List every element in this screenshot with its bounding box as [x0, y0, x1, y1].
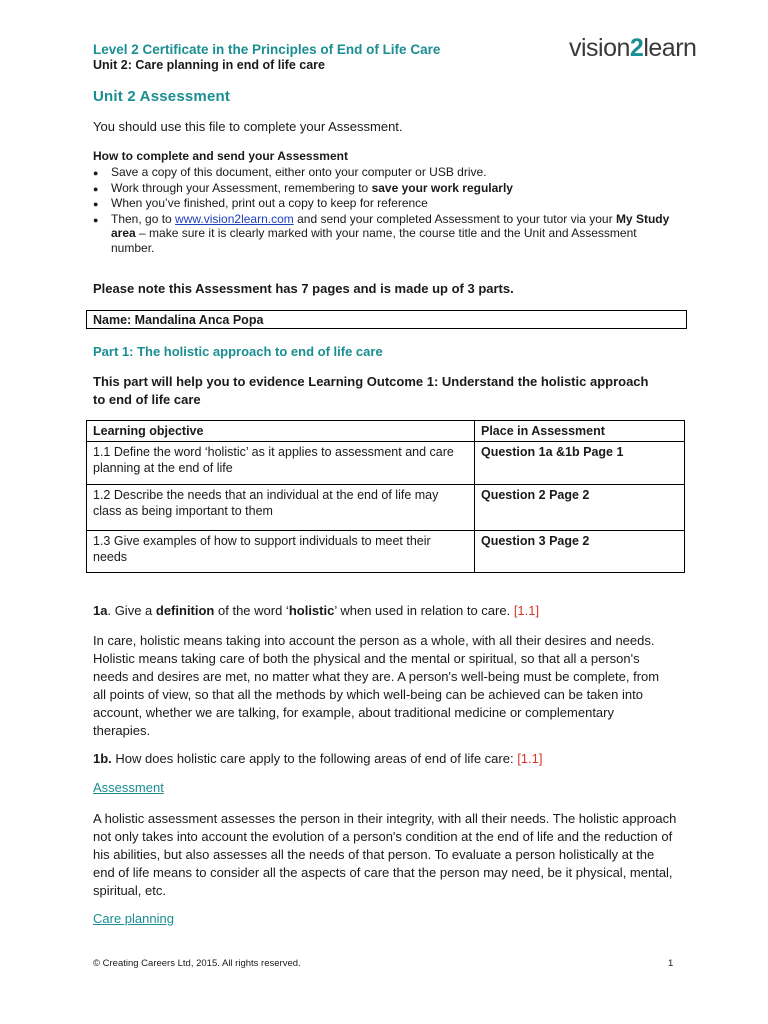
list-item-text: When you’ve finished, print out a copy to keep for reference	[111, 196, 428, 210]
name-field[interactable]: Name: Mandalina Anca Popa	[86, 310, 687, 329]
care-planning-subheading: Care planning	[93, 911, 174, 926]
answer-1a[interactable]: In care, holistic means taking into account the person as a whole, with all their desires and needs. Holistic means taking care of both the physical and the mental or spiritual, so that all a person's needs and desires are met, no matter what they are. A person's well-being must be complete, from all points of view, so that all the methods by which well-being can be achieved can be taken into account, whether we are talking, for example, about traditional medicine or complementary therapies.	[93, 633, 660, 738]
list-item-bold: My Study area	[111, 211, 670, 240]
table-cell-objective: 1.3 Give examples of how to support individuals to meet their needs	[87, 531, 475, 573]
vision2learn-logo	[569, 34, 696, 63]
list-item-plain: – make sure it is clearly marked with your name, the course title and the Unit and Assessment number.	[111, 226, 637, 255]
logo-prefix: vision	[569, 34, 630, 62]
vision2learn-link[interactable]: www.vision2learn.com	[175, 211, 294, 226]
question-number: 1b.	[93, 751, 112, 766]
question-text: How does holistic care apply to the following areas of end of life care:	[111, 751, 518, 766]
list-item-plain: and send your completed Assessment to your tutor via your	[293, 211, 616, 226]
question-text: of the word ‘	[214, 603, 289, 618]
footer-copyright: © Creating Careers Ltd, 2015. All rights reserved.	[93, 958, 301, 969]
question-text: . Give a	[107, 603, 156, 618]
bullet-icon: ●	[93, 183, 99, 194]
criteria-reference: [1.1]	[513, 603, 540, 618]
assessment-subheading: Assessment	[93, 780, 164, 795]
table-header-row	[87, 421, 685, 442]
document-header-subtitle: Unit 2: Care planning in end of life care	[93, 58, 325, 72]
table-row	[87, 531, 685, 573]
table-cell-objective: 1.2 Describe the needs that an individual at the end of life may class as being important to them	[87, 485, 475, 531]
list-item	[93, 165, 683, 181]
bullet-icon: ●	[93, 168, 99, 178]
question-1b	[93, 751, 542, 766]
list-item	[93, 196, 683, 212]
table-row	[87, 442, 685, 485]
question-bold: definition	[155, 603, 215, 618]
table-row	[87, 485, 685, 531]
page-number: 1	[668, 958, 674, 969]
table-cell-place: Question 3 Page 2	[475, 531, 685, 573]
list-item-text	[111, 212, 683, 256]
bullet-icon: ●	[93, 214, 99, 225]
part1-title: Part 1: The holistic approach to end of life care	[93, 344, 383, 359]
logo-suffix: learn	[643, 34, 697, 62]
question-text: ’ when used in relation to care.	[334, 603, 514, 618]
bullet-icon: ●	[93, 199, 99, 209]
criteria-reference: [1.1]	[517, 751, 543, 766]
table-cell-objective: 1.1 Define the word ‘holistic’ as it applies to assessment and care planning at the end of life	[87, 442, 475, 485]
document-header-title: Level 2 Certificate in the Principles of End of Life Care	[93, 42, 441, 57]
question-bold: holistic	[288, 603, 335, 618]
learning-objectives-table	[86, 420, 685, 573]
section-title: Unit 2 Assessment	[93, 88, 231, 105]
howto-heading: How to complete and send your Assessment	[93, 149, 348, 163]
list-item-text: Save a copy of this document, either onto your computer or USB drive.	[111, 165, 487, 179]
table-cell-place: Question 2 Page 2	[475, 485, 685, 531]
list-item-plain: Then, go to	[111, 211, 176, 226]
howto-list	[93, 165, 683, 255]
list-item-plain: Work through your Assessment, remembering to	[111, 180, 372, 195]
answer-assessment[interactable]: A holistic assessment assesses the person in their integrity, with all their needs. The holistic approach not only takes into account the evolution of a person's condition at the end of life and the reduction of his abilities, but also assesses all the needs of that person. To evaluate a person holistically at the end of life means to consider all the aspects of care that the person may need, be it physical, mental, spiritual, etc.	[93, 811, 677, 898]
list-item	[93, 181, 683, 197]
list-item-bold: save your work regularly	[371, 180, 513, 195]
intro-text: You should use this file to complete your Assessment.	[93, 119, 403, 134]
list-item	[93, 212, 683, 256]
part1-intro: This part will help you to evidence Learning Outcome 1: Understand the holistic approach to end of life care	[93, 374, 649, 407]
question-1a	[93, 603, 539, 618]
logo-number: 2	[629, 34, 644, 62]
table-cell-place: Question 1a &1b Page 1	[475, 442, 685, 485]
question-number: 1a	[93, 603, 108, 618]
table-header-cell: Place in Assessment	[475, 421, 685, 442]
list-item-text	[111, 181, 513, 197]
page-count-note: Please note this Assessment has 7 pages and is made up of 3 parts.	[93, 281, 514, 296]
table-header-cell: Learning objective	[87, 421, 475, 442]
